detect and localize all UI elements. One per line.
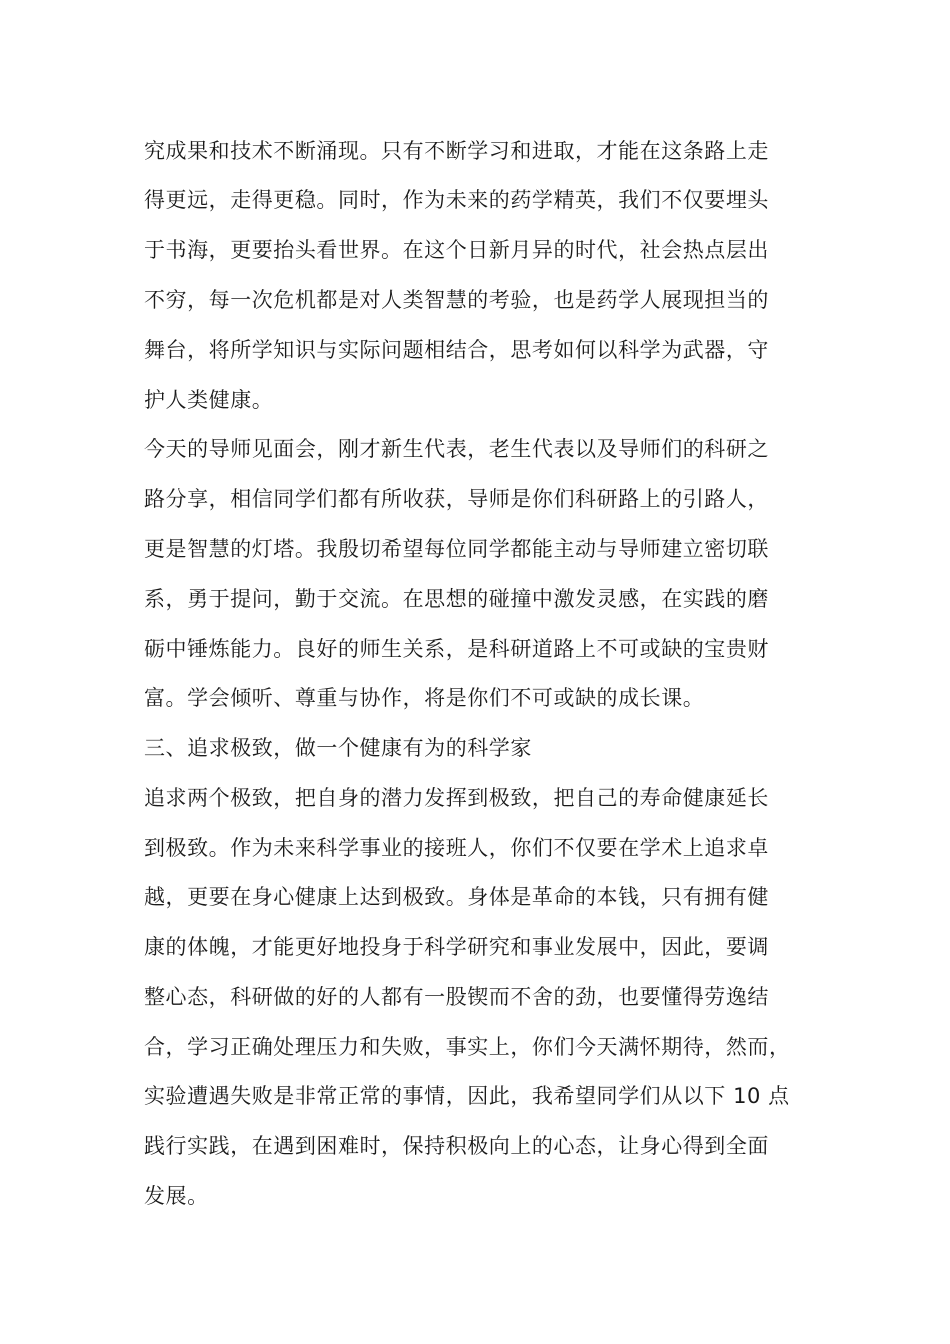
text-line: 今天的导师见面会，刚才新生代表，老生代表以及导师们的科研之 [144,437,769,461]
text-line: 砺中锤炼能力。良好的师生关系，是科研道路上不可或缺的宝贵财 [144,637,769,661]
text-line: 发展。 [144,1184,209,1208]
text-line: 究成果和技术不断涌现。只有不断学习和进取，才能在这条路上走 [144,139,769,163]
text-line: 实验遭遇失败是非常正常的事情，因此，我希望同学们从以下 10 点 [144,1084,790,1108]
text-line: 合，学习正确处理压力和失败，事实上，你们今天满怀期待，然而， [144,1035,791,1059]
text-line: 不穷，每一次危机都是对人类智慧的考验，也是药学人展现担当的 [144,288,769,312]
text-line: 富。学会倾听、尊重与协作，将是你们不可或缺的成长课。 [144,686,705,710]
text-line: 康的体魄，才能更好地投身于科学研究和事业发展中，因此，要调 [144,935,769,959]
text-line: 系，勇于提问，勤于交流。在思想的碰撞中激发灵感，在实践的磨 [144,587,769,611]
text-line: 舞台，将所学知识与实际问题相结合，思考如何以科学为武器，守 [144,338,769,362]
section-heading: 三、追求极致，做一个健康有为的科学家 [144,736,532,760]
text-line: 整心态，科研做的好的人都有一股锲而不舍的劲，也要懂得劳逸结 [144,985,769,1009]
text-line: 到极致。作为未来科学事业的接班人，你们不仅要在学术上追求卓 [144,836,769,860]
text-line: 护人类健康。 [144,388,274,412]
text-line: 路分享，相信同学们都有所收获，导师是你们科研路上的引路人， [144,487,769,511]
text-line: 于书海，更要抬头看世界。在这个日新月异的时代，社会热点层出 [144,238,769,262]
text-line: 践行实践，在遇到困难时，保持积极向上的心态，让身心得到全面 [144,1134,769,1158]
text-line: 越，更要在身心健康上达到极致。身体是革命的本钱，只有拥有健 [144,885,769,909]
text-line: 追求两个极致，把自身的潜力发挥到极致，把自己的寿命健康延长 [144,786,769,810]
text-line: 得更远，走得更稳。同时，作为未来的药学精英，我们不仅要埋头 [144,188,769,212]
text-line: 更是智慧的灯塔。我殷切希望每位同学都能主动与导师建立密切联 [144,537,769,561]
